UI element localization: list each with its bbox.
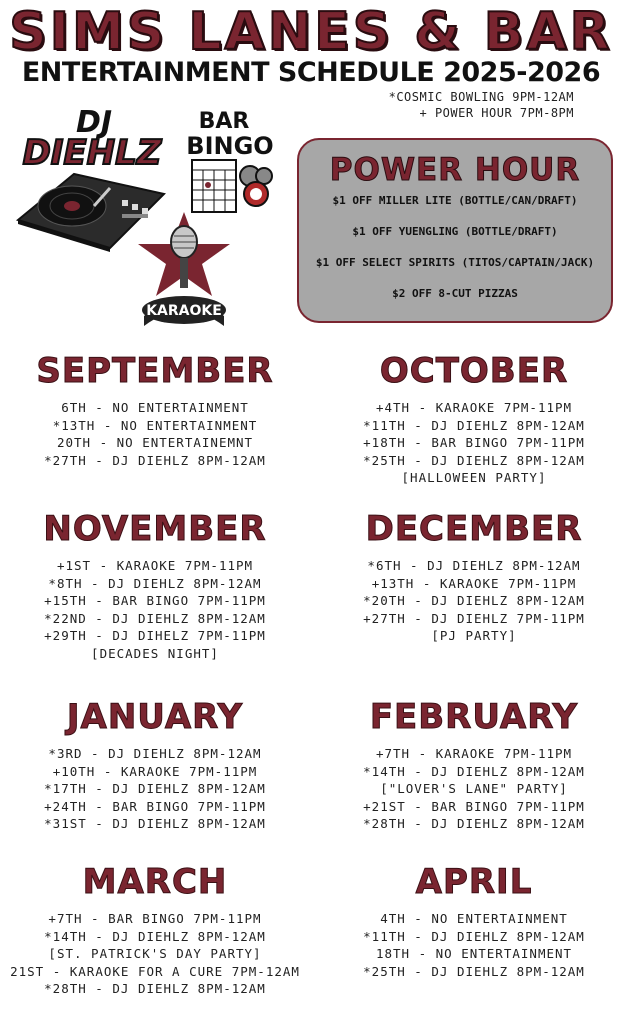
karaoke-logo-text: KARAOKE: [146, 303, 222, 319]
event-item: +21ST - BAR BINGO 7PM-11PM: [363, 798, 585, 814]
power-hour-item: $1 OFF MILLER LITE (BOTTLE/CAN/DRAFT): [332, 194, 578, 207]
event-item: *25TH - DJ DIEHLZ 8PM-12AM: [363, 452, 585, 468]
event-item: +13TH - KARAOKE 7PM-11PM: [371, 575, 577, 591]
diehlz-logo-text: DIEHLZ: [22, 133, 162, 173]
month-february: [324, 695, 622, 833]
power-hour-item: $2 OFF 8-CUT PIZZAS: [392, 287, 518, 300]
dj-logo-text: DJ: [75, 105, 113, 140]
month-april: [324, 860, 622, 980]
page-title: SIMS LANES & BAR: [9, 2, 613, 62]
power-hour-line: + POWER HOUR 7PM-8PM: [419, 106, 574, 120]
bingo-balls-icon: [240, 166, 272, 206]
event-item: +27TH - DJ DIEHLZ 7PM-11PM: [363, 610, 585, 626]
event-item: *11TH - DJ DIEHLZ 8PM-12AM: [363, 417, 585, 433]
event-item: *6TH - DJ DIEHLZ 8PM-12AM: [367, 558, 581, 573]
month-title: NOVEMBER: [43, 509, 267, 549]
schedule-subtitle: ENTERTAINMENT SCHEDULE 2025-2026: [21, 57, 601, 88]
event-item: *14TH - DJ DIEHLZ 8PM-12AM: [363, 763, 585, 779]
cosmic-line: *COSMIC BOWLING 9PM-12AM: [388, 90, 574, 104]
event-item: *14TH - DJ DIEHLZ 8PM-12AM: [44, 928, 266, 944]
karaoke-logo: [138, 212, 230, 328]
event-item: *11TH - DJ DIEHLZ 8PM-12AM: [363, 928, 585, 944]
event-item: +4TH - KARAOKE 7PM-11PM: [375, 400, 573, 415]
event-item: *20TH - DJ DIEHLZ 8PM-12AM: [363, 593, 585, 609]
event-item: +24TH - BAR BINGO 7PM-11PM: [44, 798, 266, 814]
month-september: [5, 349, 305, 469]
month-title: SEPTEMBER: [36, 351, 274, 391]
event-item: *25TH - DJ DIEHLZ 8PM-12AM: [363, 963, 585, 979]
event-item: +1ST - KARAOKE 7PM-11PM: [56, 558, 254, 573]
bingo-logo-text: BINGO: [186, 132, 274, 160]
event-item: +15TH - BAR BINGO 7PM-11PM: [44, 593, 266, 609]
event-item: *17TH - DJ DIEHLZ 8PM-12AM: [44, 781, 266, 797]
bar-bingo-logo: [186, 106, 278, 216]
month-title: JANUARY: [66, 697, 244, 737]
event-item: [HALLOWEEN PARTY]: [401, 470, 547, 486]
month-title: OCTOBER: [379, 351, 569, 391]
event-item: *28TH - DJ DIEHLZ 8PM-12AM: [44, 981, 266, 997]
event-item: *27TH - DJ DIEHLZ 8PM-12AM: [44, 452, 266, 468]
month-october: [324, 349, 622, 487]
month-title: APRIL: [415, 862, 533, 902]
month-january: [5, 695, 305, 833]
event-item: +10TH - KARAOKE 7PM-11PM: [52, 763, 258, 779]
event-item: 4TH - NO ENTERTAINMENT: [380, 911, 568, 926]
event-item: 20TH - NO ENTERTAINEMNT: [56, 435, 254, 451]
event-item: [DECADES NIGHT]: [91, 645, 219, 661]
power-hour-title: POWER HOUR: [329, 152, 581, 188]
cosmic-bowling-note: [389, 89, 574, 121]
month-march: [5, 860, 305, 998]
month-november: [5, 507, 305, 663]
event-item: *28TH - DJ DIEHLZ 8PM-12AM: [363, 816, 585, 832]
event-item: 6TH - NO ENTERTAINMENT: [61, 400, 249, 415]
event-item: +18TH - BAR BINGO 7PM-11PM: [363, 435, 585, 451]
bar-logo-text: BAR: [198, 109, 250, 134]
event-item: [PJ PARTY]: [431, 628, 517, 644]
event-item: [ST. PATRICK'S DAY PARTY]: [48, 946, 262, 962]
event-item: 21ST - KARAOKE FOR A CURE 7PM-12AM: [10, 963, 300, 979]
power-hour-item: $1 OFF YUENGLING (BOTTLE/DRAFT): [352, 225, 558, 238]
event-item: *13TH - NO ENTERTAINMENT: [52, 417, 258, 433]
bingo-card-icon: [192, 160, 236, 212]
event-item: +7TH - KARAOKE 7PM-11PM: [375, 746, 573, 761]
month-title: DECEMBER: [365, 509, 583, 549]
event-item: +7TH - BAR BINGO 7PM-11PM: [48, 911, 262, 926]
month-title: MARCH: [82, 862, 228, 902]
power-hour-item: $1 OFF SELECT SPIRITS (TITOS/CAPTAIN/JACK): [315, 256, 595, 269]
event-item: +29TH - DJ DIHELZ 7PM-11PM: [44, 628, 266, 644]
event-item: ["LOVER'S LANE" PARTY]: [380, 781, 568, 797]
event-item: 18TH - NO ENTERTAINMENT: [375, 946, 573, 962]
event-item: *3RD - DJ DIEHLZ 8PM-12AM: [48, 746, 262, 761]
event-item: *8TH - DJ DIEHLZ 8PM-12AM: [48, 575, 262, 591]
power-hour-box: [297, 138, 613, 323]
month-december: [324, 507, 622, 645]
month-title: FEBRUARY: [369, 697, 579, 737]
event-item: *31ST - DJ DIEHLZ 8PM-12AM: [44, 816, 266, 832]
event-item: *22ND - DJ DIEHLZ 8PM-12AM: [44, 610, 266, 626]
